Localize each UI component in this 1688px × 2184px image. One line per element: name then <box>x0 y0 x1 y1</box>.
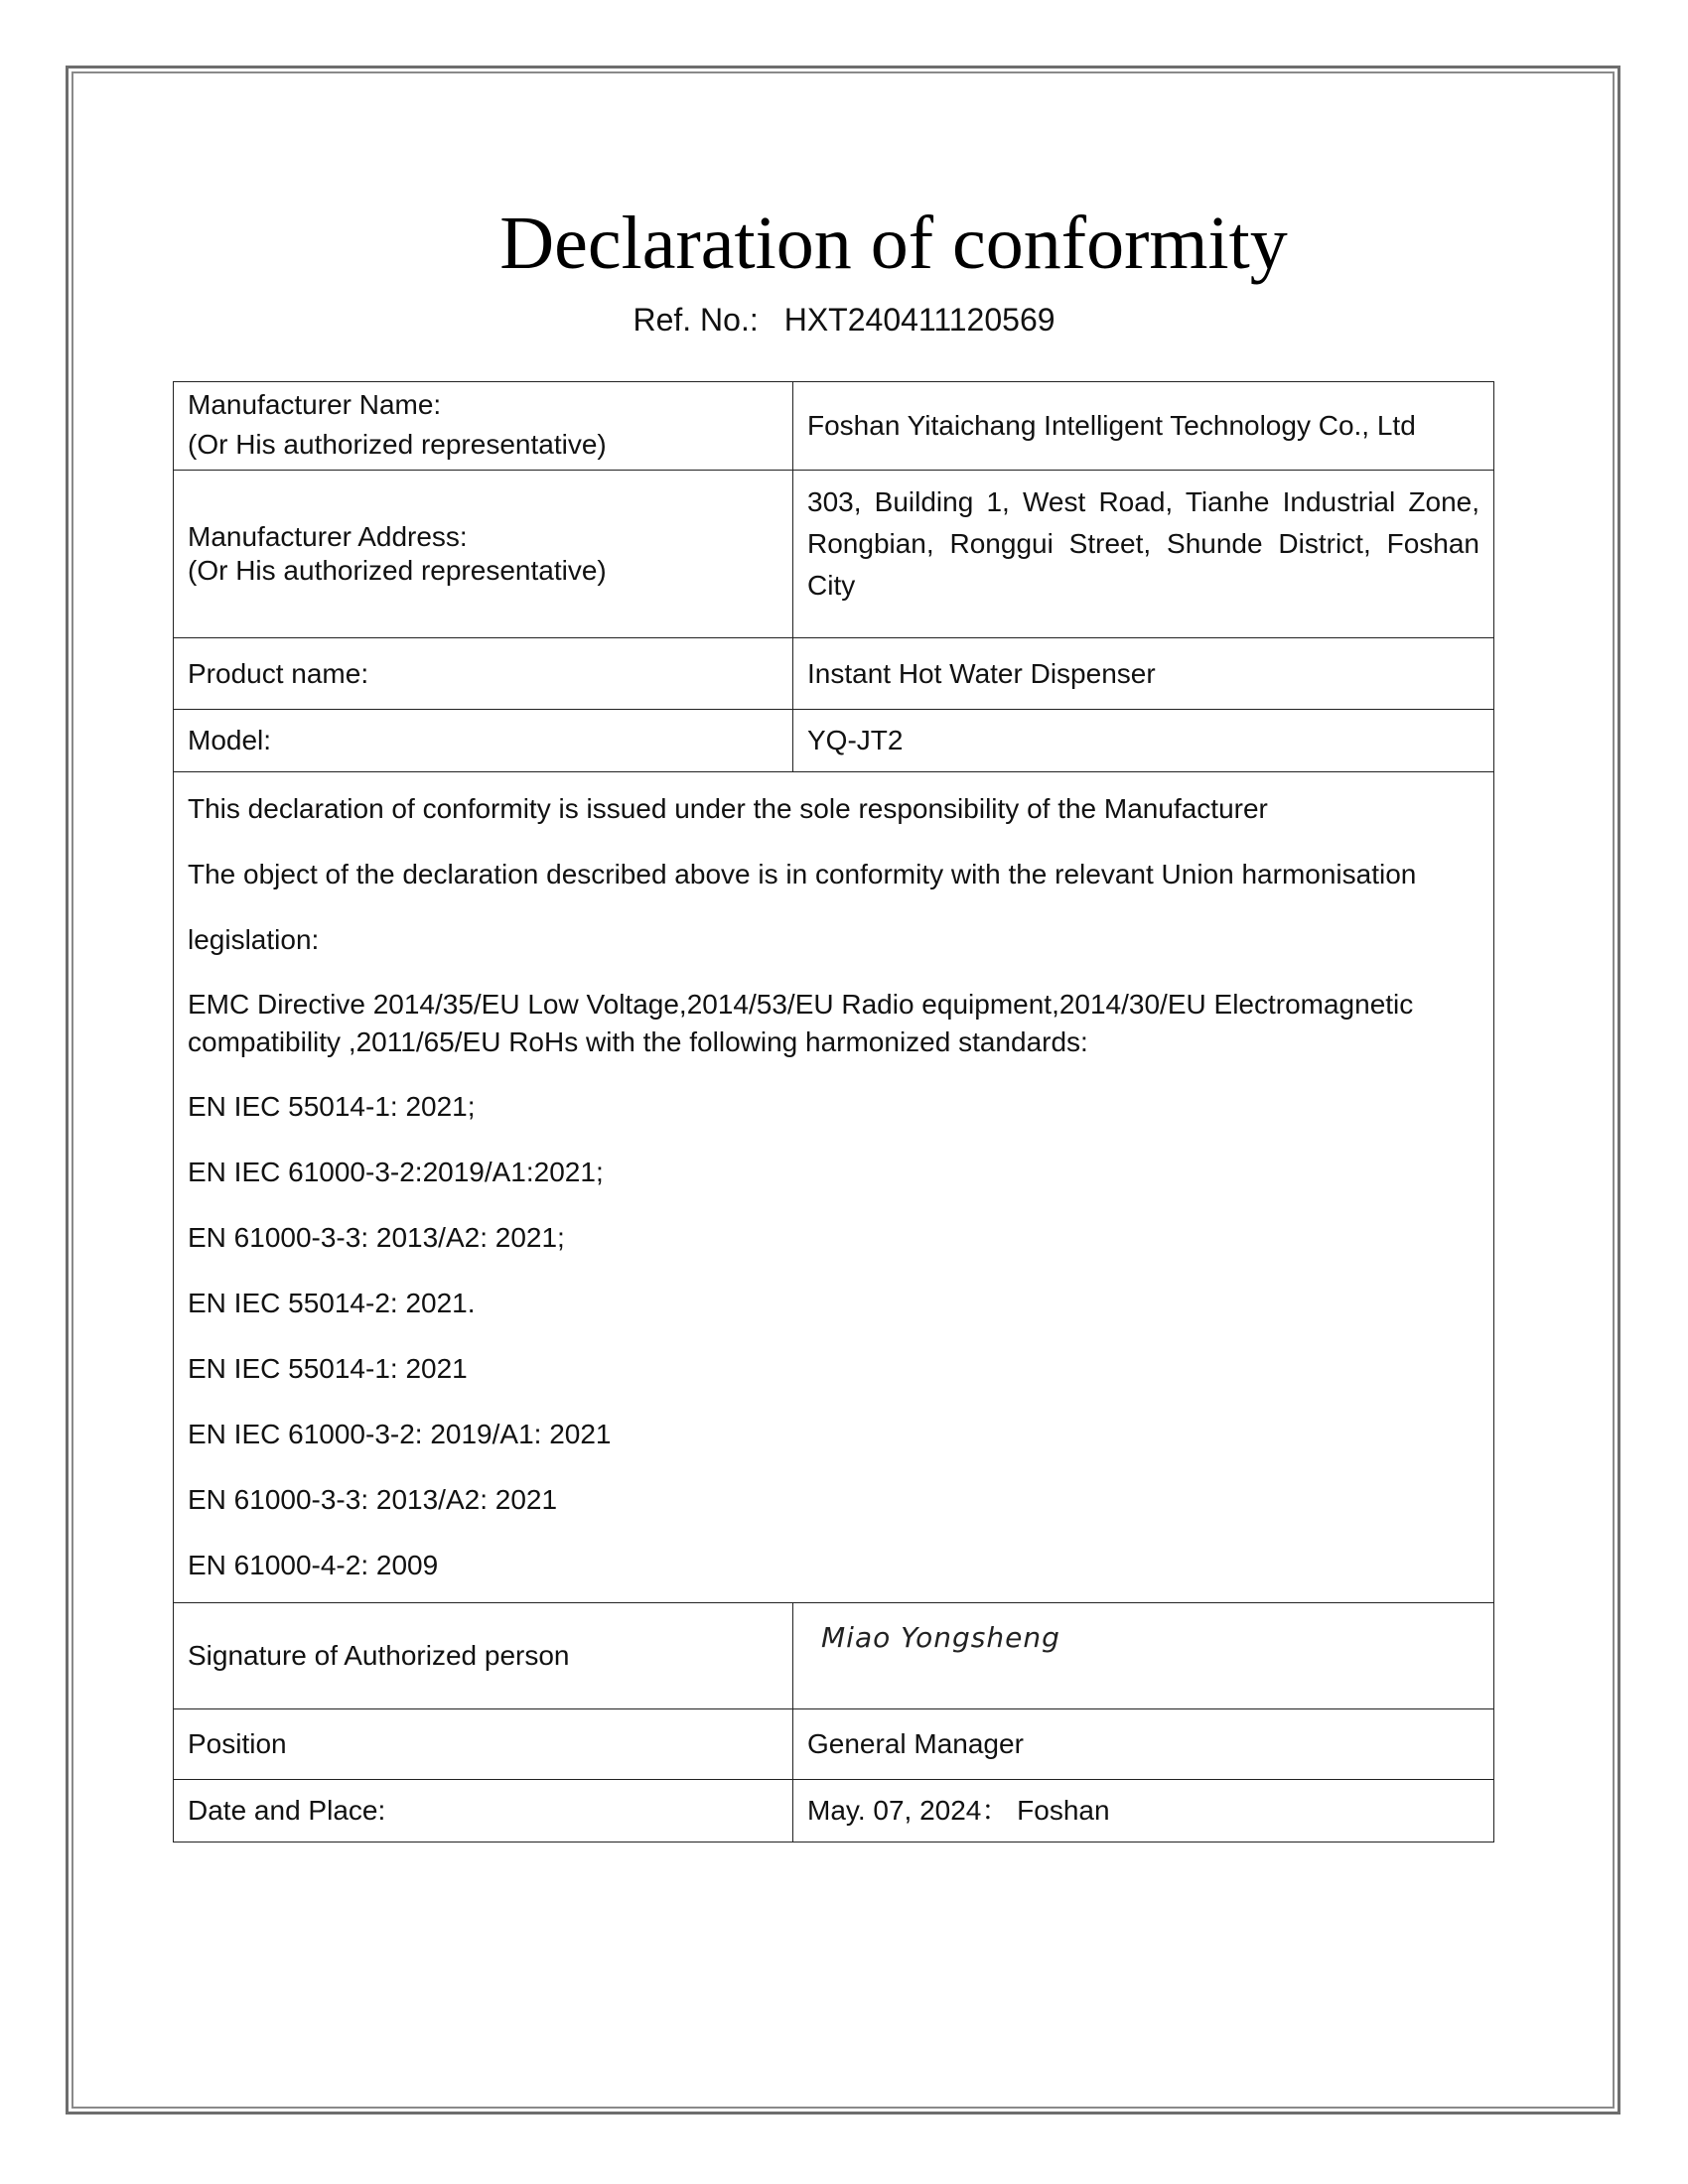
handwritten-signature: Miao Yongsheng <box>821 1621 1060 1654</box>
date-place-label: Date and Place: <box>174 1780 793 1843</box>
manufacturer-name-value: Foshan Yitaichang Intelligent Technology Co., Ltd <box>793 382 1494 471</box>
document-title: Declaration of conformity <box>499 202 1288 285</box>
declaration-text-block <box>174 772 1494 1603</box>
manufacturer-address-sublabel: (Or His authorized representative) <box>188 555 607 586</box>
declaration-line-2: The object of the declaration described above is in conformity with the relevant Union harmonisation <box>188 859 1417 889</box>
ref-value: HXT240411120569 <box>783 302 1055 338</box>
signature-label: Signature of Authorized person <box>174 1603 793 1709</box>
declaration-table <box>173 381 1494 1843</box>
standard-item: EN 61000-4-2: 2009 <box>188 1550 439 1580</box>
row-declaration <box>174 772 1494 1603</box>
manufacturer-address-value: 303, Building 1, West Road, Tianhe Industrial Zone, Rongbian, Ronggui Street, Shunde District, Foshan City <box>807 486 1479 601</box>
manufacturer-address-label-cell <box>174 471 793 638</box>
signature-cell <box>793 1603 1494 1709</box>
row-position <box>174 1709 1494 1780</box>
position-label: Position <box>174 1709 793 1780</box>
model-value: YQ-JT2 <box>793 710 1494 772</box>
declaration-line-1: This declaration of conformity is issued under the sole responsibility of the Manufacturer <box>188 793 1268 824</box>
standard-item: EN IEC 61000-3-2:2019/A1:2021; <box>188 1157 604 1187</box>
declaration-directives: EMC Directive 2014/35/EU Low Voltage,2014/53/EU Radio equipment,2014/30/EU Electromagnetic compatibility ,2011/65/EU RoHs with the following harmonized standards: <box>188 989 1414 1057</box>
standard-item: EN IEC 61000-3-2: 2019/A1: 2021 <box>188 1419 612 1449</box>
manufacturer-name-label-cell <box>174 382 793 471</box>
standard-item: EN IEC 55014-1: 2021; <box>188 1091 476 1122</box>
manufacturer-name-sublabel: (Or His authorized representative) <box>188 429 607 460</box>
product-name-label: Product name: <box>174 638 793 710</box>
position-value: General Manager <box>793 1709 1494 1780</box>
product-name-value: Instant Hot Water Dispenser <box>793 638 1494 710</box>
ref-label: Ref. No.: <box>633 302 759 338</box>
standard-item: EN IEC 55014-2: 2021. <box>188 1288 476 1318</box>
row-model <box>174 710 1494 772</box>
model-label: Model: <box>174 710 793 772</box>
reference-number <box>0 300 1688 340</box>
standard-item: EN 61000-3-3: 2013/A2: 2021 <box>188 1484 558 1515</box>
declaration-line-3: legislation: <box>188 924 320 955</box>
standard-item: EN 61000-3-3: 2013/A2: 2021; <box>188 1222 565 1253</box>
row-product-name <box>174 638 1494 710</box>
row-date-place <box>174 1780 1494 1843</box>
standard-item: EN IEC 55014-1: 2021 <box>188 1353 468 1384</box>
manufacturer-name-label: Manufacturer Name: <box>188 389 442 420</box>
manufacturer-address-value-cell <box>793 471 1494 638</box>
row-manufacturer-address <box>174 471 1494 638</box>
row-signature <box>174 1603 1494 1709</box>
row-manufacturer-name <box>174 382 1494 471</box>
date-place-value: May. 07, 2024： Foshan <box>793 1780 1494 1843</box>
manufacturer-address-label: Manufacturer Address: <box>188 521 468 552</box>
